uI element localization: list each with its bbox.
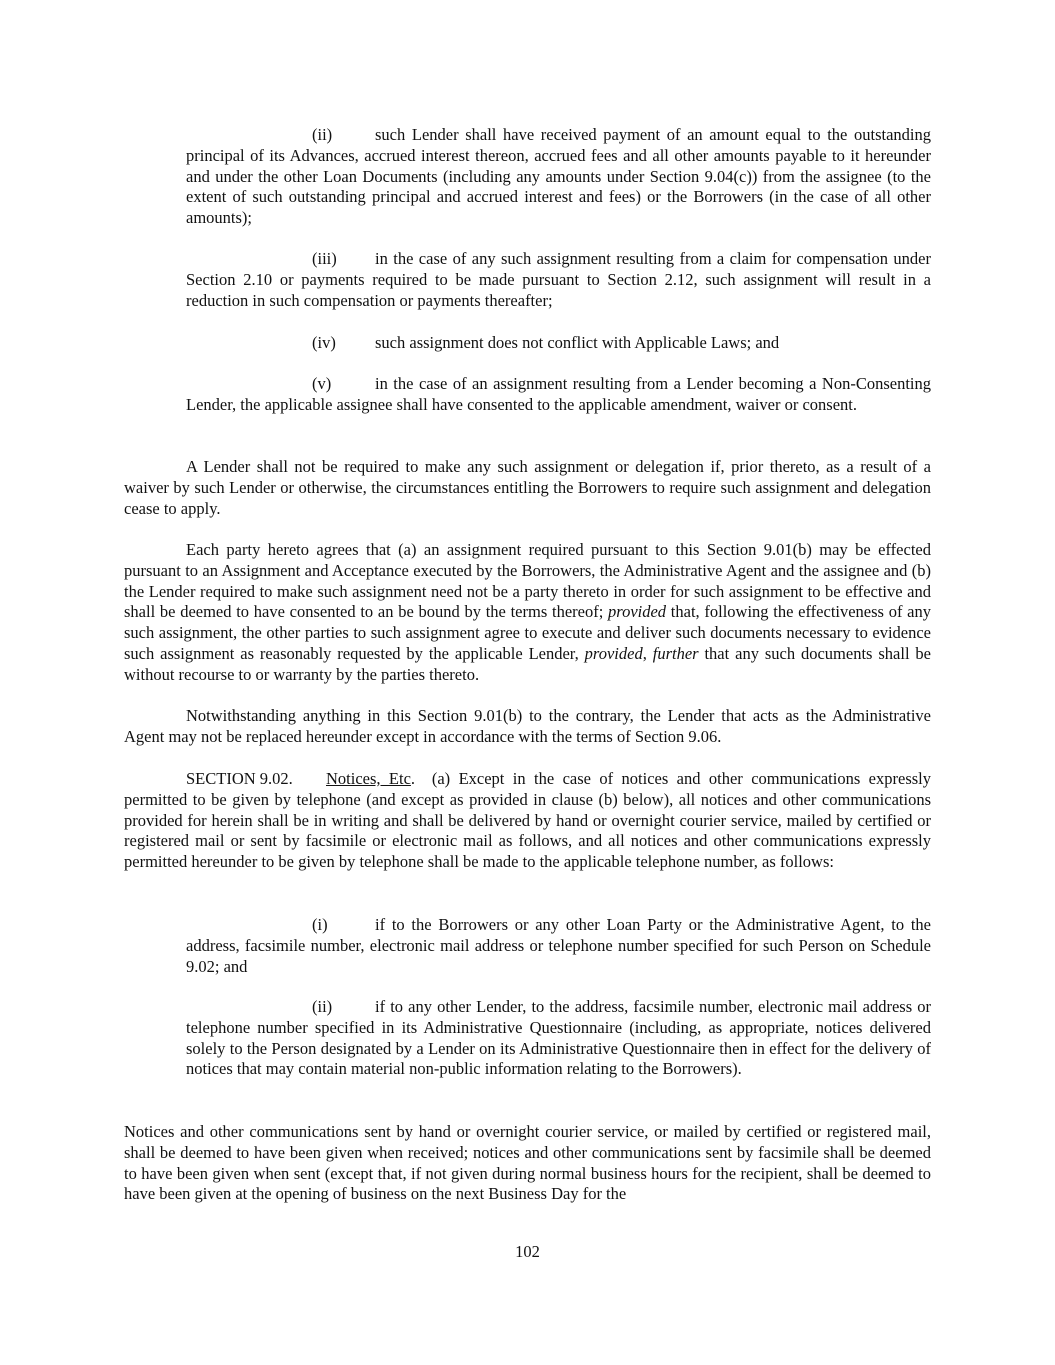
provided-term: provided [584,643,643,663]
clause-label: (iii) [312,249,337,268]
clause-label: (ii) [312,125,333,144]
clause-text: in the case of an assignment resulting from a Lender becoming a Non-Consenting Lender, the applicable assignee shall have consented to the applicable amendment, waiver or consent. [186,374,931,414]
clause-ii-other-lender [186,997,931,1080]
section-text: (a) Except in the case of notices and other communications expressly permitted to be given by telephone (and except as provided in clause (b) below), all notices and other communications provided for herein shall be in writing and shall be delivered by hand or overnight courier service, mailed by certified or registered mail or sent by facsimile or electronic mail as follows, and all notices and other communications expressly permitted hereunder to be given by telephone shall be made to the applicable telephone number, as follows: [124,769,931,872]
further-term: further [652,643,699,663]
paragraph-text: A Lender shall not be required to make any such assignment or delegation if, prior thereto, as a result of a waiver by such Lender or otherwise, the circumstances entitling the Borrowers to require such assignment and delegation cease to apply. [124,457,931,518]
provided-term: provided [608,602,667,622]
clause-iv-laws [186,333,931,354]
paragraph-text: Notwithstanding anything in this Section 9.01(b) to the contrary, the Lender that acts as the Administrative Agent may not be replaced hereunder except in accordance with the terms of Section 9.06. [124,706,931,746]
paragraph-lender-not-required [124,457,931,519]
paragraph-text-3: that any such documents shall be without recourse to or warranty by the parties thereto. [124,643,932,684]
clause-text: if to any other Lender, to the address, facsimile number, electronic mail address or telephone number specified in its Administrative Questionnaire (including, as appropriate, notices delivered solely to the Person designated by a Lender on its Administrative Questionnaire then in effect for the delivery of notices that may contain material non-public information relating to the Borrowers). [186,997,931,1079]
clause-label: (v) [312,374,332,393]
paragraph-notwithstanding [124,706,931,748]
clause-iii-compensation [186,249,931,311]
clause-text: if to the Borrowers or any other Loan Party or the Administrative Agent, to the address, facsimile number, electronic mail address or telephone number specified for such Person on Schedule 9.02; and [186,915,931,976]
section-heading-period: . [410,769,416,788]
paragraph-text-2: that, following the effectiveness of any such assignment, the other parties to such assignment agree to execute and deliver such documents necessary to evidence such assignment as reasonably requested by the applicable Lender, [124,602,931,663]
comma: , [642,643,653,663]
section-heading: Notices, Etc [326,769,411,788]
clause-ii-payment [186,125,931,229]
clause-text: such assignment does not conflict with Applicable Laws; and [375,333,780,352]
page-number: 102 [515,1242,540,1261]
clause-label: (i) [312,915,328,934]
clause-label: (iv) [312,333,336,352]
clause-text: such Lender shall have received payment of an amount equal to the outstanding principal of its Advances, accrued interest thereon, accrued fees and all other amounts payable to it hereunder and under the other Loan Documents (including any amounts under Section 9.04(c)) from the assignee (to the extent of such outstanding principal and accrued interest and fees) or the Borrowers (in the case of all other amounts); [186,125,931,228]
clause-text: in the case of any such assignment resulting from a claim for compensation under Section 2.10 or payments required to be made pursuant to Section 2.12, such assignment will result in a reduction in such compensation or payments thereafter; [186,249,931,310]
paragraph-text: Notices and other communications sent by hand or overnight courier service, or mailed by certified or registered mail, shall be deemed to have been given when received; notices and other communications sent by facsimile shall be deemed to have been given when sent (except that, if not given during normal business hours for the recipient, shall be deemed to have been given at the opening of business on the next Business Day for the [124,1122,931,1204]
paragraph-text-1: Each party hereto agrees that (a) an assignment required pursuant to this Section 9.01(b) may be effected pursuant to an Assignment and Acceptance executed by the Borrowers, the Administrative Agent and the assignee and (b) the Lender required to make such assignment need not be a party thereto in order for such assignment to be effective and shall be deemed to have consented to an be bound by the terms thereof; [124,540,931,622]
section-9-02 [124,769,931,873]
clause-i-borrowers [186,915,931,977]
clause-v-non-consenting [186,374,931,416]
paragraph-each-party [124,540,931,686]
paragraph-notices-deemed [124,1122,931,1205]
section-label: SECTION 9.02. [186,769,293,788]
clause-label: (ii) [312,997,333,1016]
